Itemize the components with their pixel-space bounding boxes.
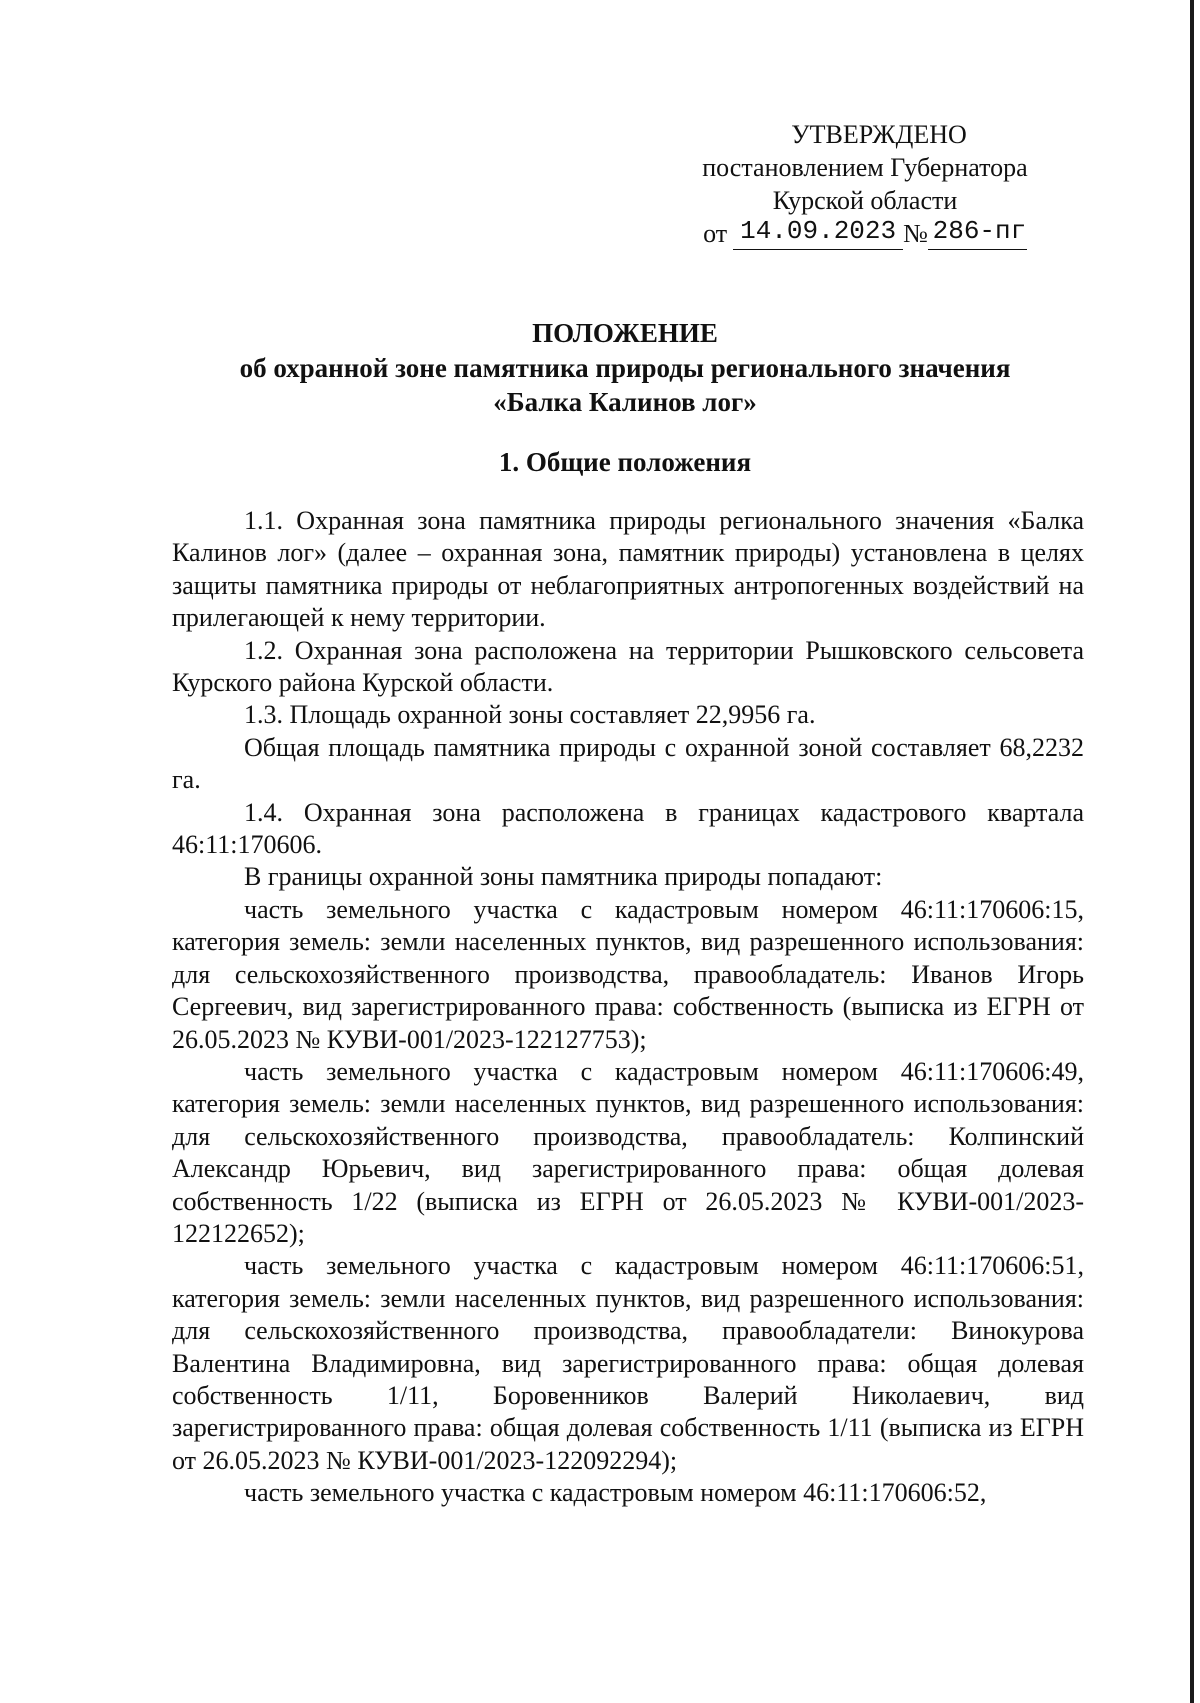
paragraph: 1.2. Охранная зона расположена на территории Рышковского сельсовета Курского района Курской области. [172,635,1084,698]
section-heading: 1. Общие положения [498,447,752,477]
document-subtitle-1: об охранной зоне памятника природы регионального значения [239,353,1011,383]
document-title: ПОЛОЖЕНИЕ [532,318,718,348]
date-prefix: от [703,219,728,248]
scan-edge-line [1190,0,1194,1703]
paragraph: 1.4. Охранная зона расположена в границах кадастрового квартала 46:11:170606. [172,797,1084,860]
approval-line-1: постановлением Губернатора [702,153,1028,182]
paragraph: часть земельного участка с кадастровым номером 46:11:170606:51, категория земель: земли населенных пунктов, вид разрешенного использования: для сельскохозяйственного производства, правообладатели: Винокурова Валентина Владимировна, вид зарегистрированного права: общая долевая собственность 1/11, Боровенников Валерий Николаевич, вид зарегистрированного права: общая долевая собственность 1/11 (выписка из ЕГРН от 26.05.2023 № КУВИ-001/2023-122092294); [172,1251,1084,1475]
paragraph: Общая площадь памятника природы с охранной зоной составляет 68,2232 га. [172,732,1084,795]
paragraph: 1.3. Площадь охранной зоны составляет 22,9956 га. [244,700,816,730]
paragraph: часть земельного участка с кадастровым номером 46:11:170606:15, категория земель: земли населенных пунктов, вид разрешенного использования: для сельскохозяйственного производства, правообладатель: Иванов Игорь Сергеевич, вид зарегистрированного права: собственность (выписка из ЕГРН от 26.05.2023 № КУВИ-001/2023-122127753); [172,894,1084,1054]
approval-date: 14.09.2023 [733,217,903,250]
approval-heading: УТВЕРЖДЕНО [791,120,967,149]
paragraph: В границы охранной зоны памятника природы попадают: [244,862,883,892]
paragraph: часть земельного участка с кадастровым номером 46:11:170606:49, категория земель: земли населенных пунктов, вид разрешенного использования: для сельскохозяйственного производства, правообладатель: Колпинский Александр Юрьевич, вид зарегистрированного права: общая долевая собственность 1/22 (выписка из ЕГРН от 26.05.2023 № КУВИ-001/2023-122122652); [172,1056,1084,1248]
document-body [172,505,1084,1510]
approval-line-2: Курской области [772,186,958,215]
paragraph: 1.1. Охранная зона памятника природы регионального значения «Балка Калинов лог» (далее – охранная зона, памятник природы) установлена в целях защиты памятника природы от неблагоприятных антропогенных воздействий на прилегающей к нему территории. [172,506,1084,633]
approval-number: 286-пг [928,217,1027,250]
paragraph: часть земельного участка с кадастровым номером 46:11:170606:52, [244,1478,987,1508]
document-subtitle-2: «Балка Калинов лог» [493,387,757,417]
approval-stamp [640,118,1090,250]
approval-date-line [640,217,1090,250]
number-prefix: № [903,219,928,248]
